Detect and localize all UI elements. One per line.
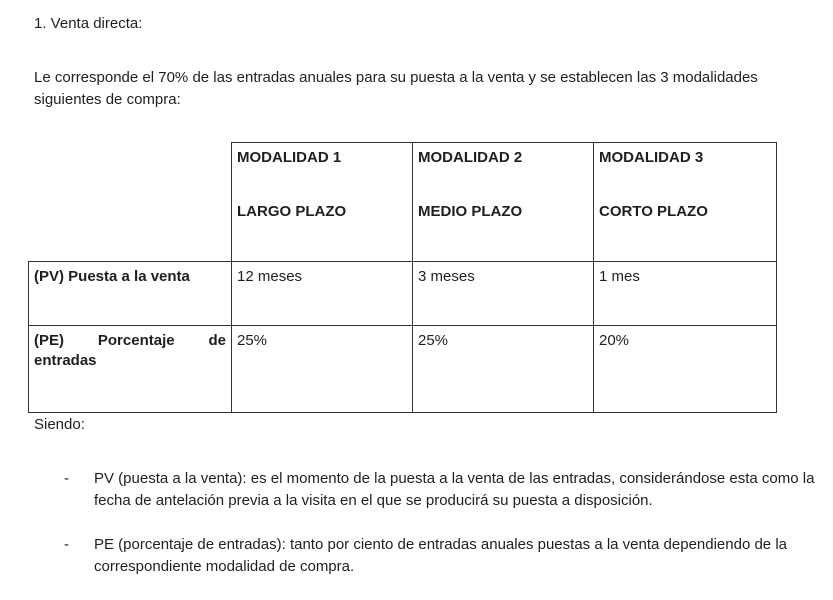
row-label-pv: (PV) Puesta a la venta bbox=[29, 262, 232, 326]
header-subtitle: LARGO PLAZO bbox=[237, 203, 347, 220]
table-row-pv bbox=[29, 262, 777, 326]
row-label-pe-part: Porcentaje bbox=[97, 332, 175, 349]
header-title: MODALIDAD 3 bbox=[599, 149, 704, 166]
table-cell: 12 meses bbox=[232, 262, 413, 326]
list-item-text: PE (porcentaje de entradas): tanto por ciento de entradas anuales puestas a la venta dependiendo de la correspondiente modalidad de compra. bbox=[94, 536, 787, 575]
table-cell: 20% bbox=[594, 326, 777, 413]
list-item-text: PV (puesta a la venta): es el momento de la puesta a la venta de las entradas, considerándose esta como la fecha de antelación previa a la visita en el que se producirá su puesta a disposición. bbox=[94, 470, 815, 509]
dash-bullet-icon: - bbox=[64, 470, 69, 487]
dash-bullet-icon: - bbox=[64, 536, 69, 553]
header-title: MODALIDAD 2 bbox=[418, 149, 523, 166]
table-cell: 25% bbox=[232, 326, 413, 413]
header-cell-modalidad-2 bbox=[413, 143, 594, 262]
list-item bbox=[64, 534, 824, 578]
table-corner-cell bbox=[29, 143, 232, 262]
row-label-pe-part: de bbox=[208, 332, 226, 349]
intro-paragraph: Le corresponde el 70% de las entradas anuales para su puesta a la venta y se establecen las 3 modalidades siguientes de compra: bbox=[34, 69, 758, 108]
header-cell-modalidad-1 bbox=[232, 143, 413, 262]
row-label-pe-part: (PE) bbox=[34, 332, 64, 349]
list-item bbox=[64, 468, 824, 512]
table-cell: 25% bbox=[413, 326, 594, 413]
header-subtitle: MEDIO PLAZO bbox=[418, 203, 523, 220]
table-row-pe bbox=[29, 326, 777, 413]
row-label-pe bbox=[29, 326, 232, 413]
table-cell: 3 meses bbox=[413, 262, 594, 326]
row-label-pe-rest: entradas bbox=[34, 352, 97, 369]
header-cell-modalidad-3 bbox=[594, 143, 777, 262]
definitions-list bbox=[64, 468, 824, 600]
table-cell: 1 mes bbox=[594, 262, 777, 326]
header-title: MODALIDAD 1 bbox=[237, 149, 342, 166]
header-subtitle: CORTO PLAZO bbox=[599, 203, 708, 220]
modalities-table bbox=[28, 142, 777, 413]
siendo-label: Siendo: bbox=[34, 416, 85, 433]
section-heading: 1. Venta directa: bbox=[34, 15, 143, 32]
table-header-row bbox=[29, 143, 777, 262]
